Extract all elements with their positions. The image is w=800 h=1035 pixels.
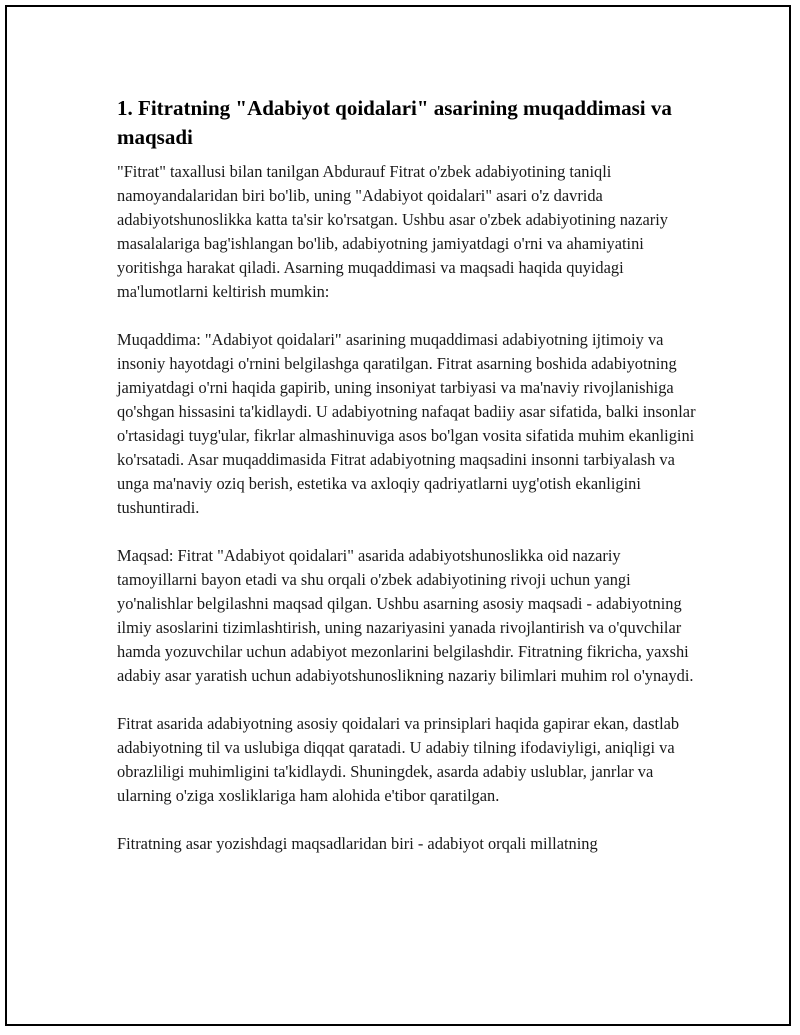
paragraph-intro: "Fitrat" taxallusi bilan tanilgan Abdurauf Fitrat o'zbek adabiyotining taniqli namoyandalaridan biri bo'lib, uning "Adabiyot qoidalari" asari o'z davrida adabiyotshunoslikka katta ta'sir ko'rsatgan. Ushbu asar o'zbek adabiyotining nazariy masalalariga bag'ishlangan bo'lib, adabiyotning jamiyatdagi o'rni va ahamiyatini yoritishga harakat qiladi. Asarning muqaddimasi va maqsadi haqida quyidagi ma'lumotlarni keltirish mumkin:: [117, 162, 668, 301]
document-body: [117, 94, 697, 880]
paragraph-muqaddima: Muqaddima: "Adabiyot qoidalari" asarining muqaddimasi adabiyotning ijtimoiy va insoniy hayotdagi o'rnini belgilashga qaratilgan. Fitrat asarning boshida adabiyotning jamiyatdagi o'rni haqida gapirib, uning insoniyat tarbiyasi va ma'naviy rivojlanishiga qo'shgan hissasini ta'kidlaydi. U adabiyotning nafaqat badiiy asar sifatida, balki insonlar o'rtasidagi tuyg'ular, fikrlar almashinuviga asos bo'lgan vosita sifatida muhim ekanligini ko'rsatadi. Asar muqaddimasida Fitrat adabiyotning maqsadini insonni tarbiyalash va unga ma'naviy oziq berish, estetika va axloqiy qadriyatlarni uyg'otish ekanligini tushuntiradi.: [117, 330, 696, 517]
paragraph-continued: Fitratning asar yozishdagi maqsadlaridan biri - adabiyot orqali millatning: [117, 834, 598, 853]
paragraph-qoidalar: Fitrat asarida adabiyotning asosiy qoidalari va prinsiplari haqida gapirar ekan, dastlab adabiyotning til va uslubiga diqqat qaratadi. U adabiy tilning ifodaviyligi, aniqligi va obrazliligi muhimligini ta'kidlaydi. Shuningdek, asarda adabiy uslublar, janrlar va ularning o'ziga xosliklariga ham alohida e'tibor qaratilgan.: [117, 714, 680, 805]
document-title: 1. Fitratning "Adabiyot qoidalari" asarining muqaddimasi va maqsadi: [117, 96, 672, 149]
paragraph-maqsad: Maqsad: Fitrat "Adabiyot qoidalari" asarida adabiyotshunoslikka oid nazariy tamoyillarni bayon etadi va shu orqali o'zbek adabiyotining rivoji uchun yangi yo'nalishlar belgilashni maqsad qilgan. Ushbu asarning asosiy maqsadi - adabiyotning ilmiy asoslarini tizimlashtirish, uning nazariyasini yanada rivojlantirish va o'quvchilar hamda yozuvchilar uchun adabiyot mezonlarini belgilashdir. Fitratning fikricha, yaxshi adabiy asar yaratish uchun adabiyotshunoslikning nazariy bilimlari muhim rol o'ynaydi.: [117, 546, 694, 685]
